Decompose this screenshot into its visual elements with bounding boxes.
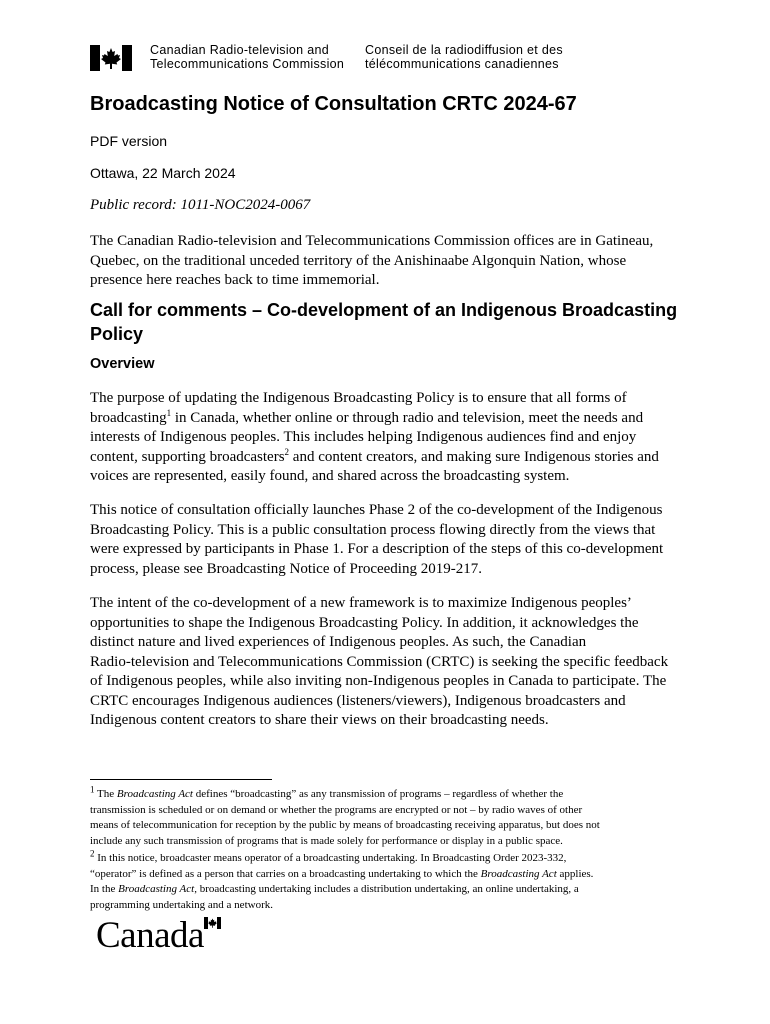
paragraph-phase-2: [90, 501, 680, 579]
wordmark-text: Canada: [96, 915, 204, 956]
heading-line: Call for comments – Co-development of an Indigenous Broadcasting: [90, 300, 678, 320]
canada-flag-icon: [90, 45, 132, 71]
text-line: opportunities to shape the Indigenous Broadcasting Policy. In addition, it acknowledges the: [90, 614, 639, 631]
text-run: broadcasting: [90, 409, 167, 426]
department-name-en-line2: Telecommunications Commission: [150, 57, 345, 71]
text-line: means of telecommunication for reception by the public by means of broadcasting receiving apparatus, but does not: [90, 819, 600, 832]
text-line: CRTC encourages Indigenous audiences (listeners/viewers), Indigenous broadcasters and: [90, 692, 626, 709]
text-run: content, supporting broadcasters: [90, 448, 285, 465]
text-line: distinct nature and lived experiences of Indigenous peoples. As such, the Canadian: [90, 634, 587, 650]
text-line: [90, 867, 690, 883]
text-line: The Canadian Radio-television and Telecommunications Commission offices are in Gatineau,: [90, 233, 654, 249]
footnote-number: 1: [90, 784, 95, 795]
text-line: of Indigenous peoples, while also inviting non-Indigenous peoples in Canada to participate. The: [90, 673, 667, 689]
text-line: presence here reaches back to time immemorial.: [90, 272, 380, 288]
subsection-heading: Overview: [90, 356, 155, 372]
text-run: defines “broadcasting” as any transmission of programs – regardless of whether the: [192, 788, 564, 800]
date-line: Ottawa, 22 March 2024: [90, 165, 236, 181]
text-line: [90, 784, 690, 803]
public-record: Public record: 1011-NOC2024-0067: [90, 197, 311, 213]
text-run: in Canada, whether online or through radio and television, meet the needs and: [171, 409, 644, 426]
footnote-1: [90, 784, 690, 850]
text-line: include any such transmission of programs that is made solely for performance or display in a public space.: [90, 835, 563, 848]
text-line: Indigenous content creators to share their views on their broadcasting needs.: [90, 712, 549, 728]
department-name-fr-line1: Conseil de la radiodiffusion et des: [365, 43, 563, 57]
section-heading: [90, 298, 690, 346]
footnote-number: 2: [90, 848, 95, 859]
text-line: [90, 848, 690, 867]
text-line: Broadcasting Policy. This is a public consultation process flowing directly from the views that: [90, 521, 656, 538]
text-run: The: [94, 788, 117, 800]
department-name-english: [150, 43, 344, 71]
page-title: Broadcasting Notice of Consultation CRTC 2024-67: [90, 93, 577, 115]
text-line: voices are represented, easily found, and shared across the broadcasting system.: [90, 468, 570, 484]
act-title: Broadcasting Act: [118, 883, 195, 896]
act-title: Broadcasting Act: [480, 867, 557, 880]
text-run: In this notice, broadcaster means operator of a broadcasting undertaking. In Broadcasting Order 2023-332,: [94, 852, 567, 864]
text-line: The intent of the co-development of a new framework is to maximize Indigenous peoples’: [90, 595, 632, 611]
canada-flag-icon: [204, 917, 221, 929]
heading-line: Policy: [90, 324, 144, 344]
canada-wordmark: [96, 916, 226, 956]
text-line: Radio-television and Telecommunications Commission (CRTC) is seeking the specific feedback: [90, 653, 669, 670]
department-name-en-line1: Canadian Radio-television and: [150, 43, 329, 57]
text-line: [90, 409, 680, 429]
text-line: Quebec, on the traditional unceded territory of the Anishinaabe Algonquin Nation, whose: [90, 252, 627, 269]
act-title: Broadcasting Act: [116, 788, 193, 800]
footnote-divider: [90, 779, 272, 780]
crtc-header: [90, 43, 690, 73]
text-run: , broadcasting undertaking includes a distribution undertaking, an online undertaking, a: [194, 883, 579, 896]
department-name-french: [365, 43, 563, 71]
text-line: transmission is scheduled or on demand or whether the programs are encrypted or not – by radio waves of other: [90, 803, 583, 816]
text-line: The purpose of updating the Indigenous Broadcasting Policy is to ensure that all forms of: [90, 390, 627, 406]
text-line: process, please see Broadcasting Notice of Proceeding 2019-217.: [90, 560, 482, 577]
paragraph-purpose: [90, 389, 680, 487]
text-line: [90, 448, 680, 468]
pdf-version-label: PDF version: [90, 133, 168, 149]
text-run: In the: [90, 883, 119, 896]
footnote-2: [90, 848, 690, 914]
territory-acknowledgement: [90, 232, 680, 291]
paragraph-intent: [90, 594, 680, 731]
text-line: programming undertaking and a network.: [90, 899, 273, 912]
footnote-ref-1[interactable]: 1: [166, 407, 172, 418]
text-run: applies.: [556, 867, 594, 880]
text-line: were expressed by participants in Phase 1. For a description of the steps of this co-development: [90, 541, 664, 557]
text-run: “operator” is defined as a person that carries on a broadcasting undertaking to which the: [90, 867, 481, 880]
text-line: interests of Indigenous peoples. This includes helping Indigenous audiences find and enjoy: [90, 429, 637, 445]
text-run: and content creators, and making sure Indigenous stories and: [289, 448, 659, 465]
text-line: This notice of consultation officially launches Phase 2 of the co-development of the Indigenous: [90, 502, 663, 518]
text-line: [90, 882, 690, 898]
department-name-fr-line2: télécommunications canadiennes: [365, 57, 559, 71]
footnote-ref-2[interactable]: 2: [284, 446, 290, 457]
